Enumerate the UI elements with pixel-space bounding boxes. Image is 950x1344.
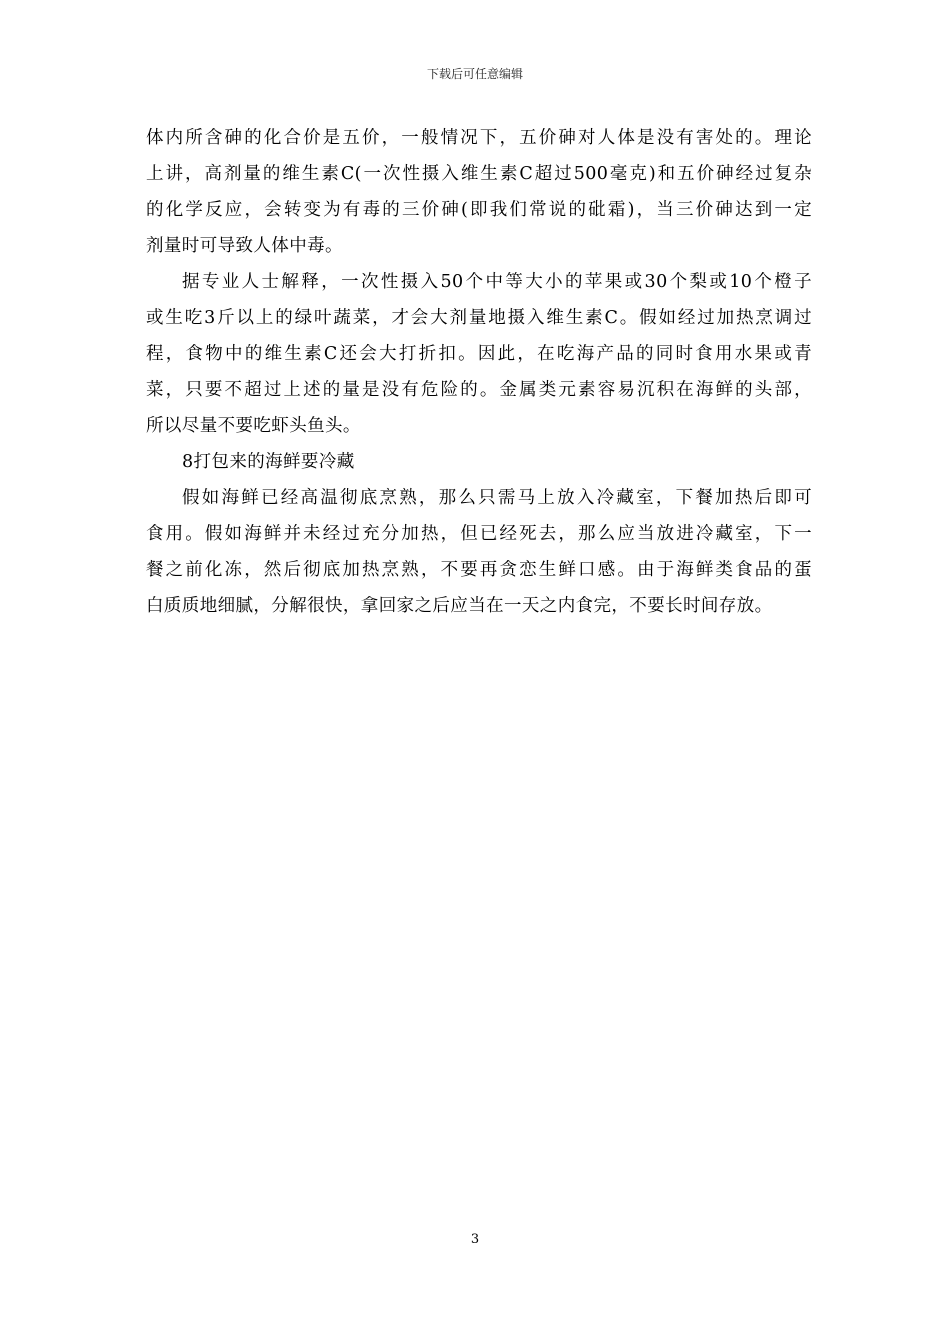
body-text: [146, 120, 812, 624]
text-line: 体内所含砷的化合价是五价，一般情况下，五价砷对人体是没有害处的。理论: [146, 128, 812, 148]
page-number: 3: [470, 1232, 480, 1247]
section-heading: [146, 444, 812, 480]
paragraph-vitamin-c: [146, 264, 812, 444]
text-line: 所以尽量不要吃虾头鱼头。: [146, 416, 361, 436]
text-line: 的化学反应，会转变为有毒的三价砷(即我们常说的砒霜)，当三价砷达到一定: [146, 200, 812, 220]
text-line: 程，食物中的维生素C还会大打折扣。因此，在吃海产品的同时食用水果或青: [146, 344, 812, 364]
text-line: 据专业人士解释，一次性摄入50个中等大小的苹果或30个梨或10个橙子: [182, 272, 812, 292]
text-line: 剂量时可导致人体中毒。: [146, 236, 343, 256]
paragraph-refrigeration: [146, 480, 812, 624]
text-line: 餐之前化冻，然后彻底加热烹熟，不要再贪恋生鲜口感。由于海鲜类食品的蛋: [146, 560, 812, 580]
text-line: 上讲，高剂量的维生素C(一次性摄入维生素C超过500毫克)和五价砷经过复杂: [146, 164, 812, 184]
text-line: 菜，只要不超过上述的量是没有危险的。金属类元素容易沉积在海鲜的头部，: [146, 380, 812, 400]
text-line: 或生吃3斤以上的绿叶蔬菜，才会大剂量地摄入维生素C。假如经过加热烹调过: [146, 308, 812, 328]
text-line: 假如海鲜已经高温彻底烹熟，那么只需马上放入冷藏室，下餐加热后即可: [182, 488, 812, 508]
paragraph-arsenic-valence: [146, 120, 812, 264]
text-line: 白质质地细腻，分解很快，拿回家之后应当在一天之内食完，不要长时间存放。: [146, 596, 773, 616]
page-header: 下载后可任意编辑: [426, 67, 523, 81]
heading-text: 8打包来的海鲜要冷藏: [182, 452, 355, 472]
text-line: 食用。假如海鲜并未经过充分加热，但已经死去，那么应当放进冷藏室，下一: [146, 524, 812, 544]
